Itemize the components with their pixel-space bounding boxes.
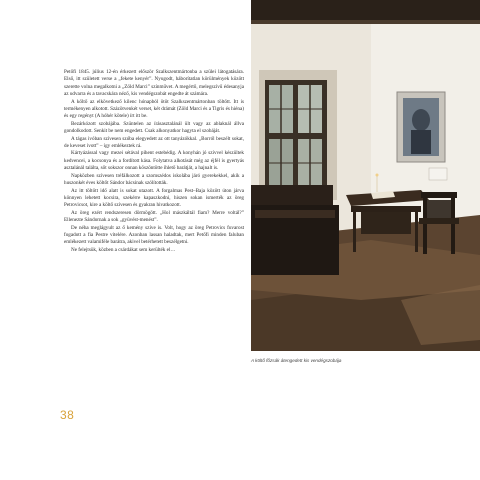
paragraph: Az itt töltött idő alatt is sokat utazott. A forgalmas Pest–Baja között úton járva könnyen lehetett kocsira, szekérre kapaszkodni, hiszen sokan ismerték az öreg Petrovicsot, kire a költő szívesen és gyakran hivatkozott.	[64, 187, 244, 209]
paragraph: A költő az elkövetkező kilenc hónapból ötöt Szalkszentmártonban töltött. Itt is termékenyen alkotott. Százötvenkét verset, két drámát (Zöld Marci és a Tigris és hiéna) és egy regényt (A hóhér kötele) írt itt be.	[64, 98, 244, 120]
paragraph: Ne felejtsük, közben a csárdákat sem kerülték el…	[71, 246, 176, 253]
paragraph: A tágas ivóban szívesen szóba elegyedett az ott tanyázókkal. „Borról beszélt sokat, de keveset ivott” – így emlékeztek rá.	[64, 135, 244, 150]
page-number: 38	[60, 408, 75, 422]
paragraph: Bezárkózott szobájába. Szüntelen az írásasztalánál ült vagy az ablaknál állva gondolkodott. Senkit be nem engedett. Csak alkonyatkor hagyta el szobáját.	[64, 120, 244, 135]
article-body	[64, 69, 244, 254]
paragraph: Az öreg ezért rendszeresen dörmögött. „Hol mászkáltál fiam? Merre voltál?” Ellenezte Sándornak a sok „gyüvést-menést”.	[64, 209, 244, 224]
paragraph: Napközben szívesen tréfálkozott a szomszédos iskolába járó gyerekekkel, akik a huszonkét éves költőt Sándor bácsinak szólították.	[64, 172, 244, 187]
paragraph: De néha meglágyult az ő kemény szíve is. Volt, hogy az öreg Petrovics fuvarost fogadott a fia Pestre vitelére. Azonban lassan haladtak, mert Petőfi minden faluban emlékezett valamiféle barátra, akivel betérhetett beszélgetni.	[64, 224, 244, 246]
room-photo-illustration	[251, 0, 480, 351]
paragraph: Petőfi 1845. július 12-én érkezett először Szalkszentmártonba a szülei látogatására. Első, itt született verse a „fekete kenyér”. Nyugodt, háborítatlan körülmények között szerette volna megalkotni a „Zöld Marci” színművet. A megértő, melegszívű édesanyja az udvarra és a tavacskára néző, kis vendégszobát engedte át számára.	[64, 69, 244, 98]
paragraph: Kártyázással vagy mezei sétával pihent estebédig. A konyhán jó szívvel készültek kedvencei, a kocsonya és a fordított kása. Folytatva alkotását még az éjfél is gyertyás asztalánál találta, sőt sokszor onnan köszöntötte íhlető barátját, a hajnalt is.	[64, 150, 244, 172]
photo-caption: A költő főzsák átengedett kis vendégszobája	[251, 358, 342, 363]
room-interior-image	[251, 0, 480, 351]
